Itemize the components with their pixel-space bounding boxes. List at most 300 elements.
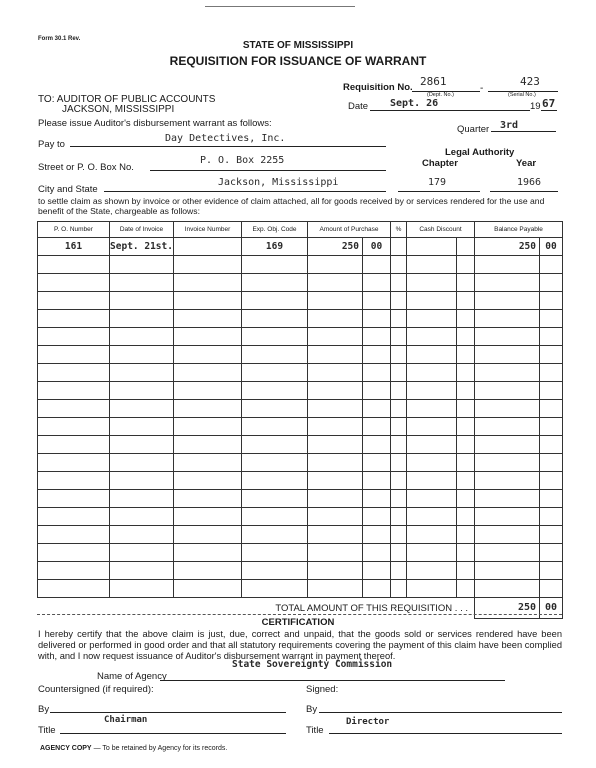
empty-cell — [174, 274, 242, 292]
row-exp-obj-code: 169 — [242, 238, 308, 256]
empty-cell — [38, 526, 110, 544]
empty-table-row — [38, 454, 563, 472]
empty-cell — [110, 508, 174, 526]
addressee-line1: TO: AUDITOR OF PUBLIC ACCOUNTS — [38, 94, 216, 105]
legal-year-label: Year — [516, 158, 537, 169]
table-header-row — [38, 222, 563, 238]
empty-cell — [110, 364, 174, 382]
empty-cell — [540, 562, 563, 580]
empty-cell — [540, 256, 563, 274]
col-balance-payable: Balance Payable — [475, 222, 563, 238]
empty-cell — [110, 526, 174, 544]
empty-cell — [391, 382, 407, 400]
empty-cell — [242, 382, 308, 400]
empty-table-row — [38, 580, 563, 598]
empty-cell — [38, 472, 110, 490]
empty-cell — [540, 292, 563, 310]
empty-cell — [475, 346, 540, 364]
city-line — [104, 191, 386, 192]
empty-cell — [391, 292, 407, 310]
empty-cell — [475, 580, 540, 598]
empty-cell — [110, 292, 174, 310]
empty-cell — [475, 292, 540, 310]
empty-cell — [475, 544, 540, 562]
empty-cell — [242, 508, 308, 526]
empty-cell — [242, 580, 308, 598]
empty-cell — [363, 580, 391, 598]
empty-cell — [110, 328, 174, 346]
empty-cell — [363, 508, 391, 526]
empty-cell — [363, 526, 391, 544]
empty-cell — [38, 364, 110, 382]
empty-cell — [110, 310, 174, 328]
empty-cell — [457, 256, 475, 274]
empty-cell — [407, 328, 457, 346]
row-balance: 250 — [475, 238, 540, 256]
empty-cell — [38, 436, 110, 454]
empty-cell — [242, 472, 308, 490]
agency-name-line — [160, 680, 505, 681]
row-amount: 250 — [308, 238, 363, 256]
empty-cell — [407, 472, 457, 490]
empty-cell — [363, 436, 391, 454]
empty-cell — [308, 580, 363, 598]
empty-cell — [475, 562, 540, 580]
disbursement-table — [37, 221, 563, 619]
empty-cell — [174, 580, 242, 598]
total-value: 250 — [475, 598, 540, 619]
empty-cell — [407, 544, 457, 562]
empty-cell — [391, 400, 407, 418]
agency-copy-note: — To be retained by Agency for its records. — [93, 745, 228, 752]
empty-cell — [308, 256, 363, 274]
requisition-label: Requisition No. — [343, 82, 413, 93]
empty-cell — [308, 508, 363, 526]
empty-cell — [242, 310, 308, 328]
empty-cell — [38, 346, 110, 364]
empty-cell — [110, 418, 174, 436]
empty-cell — [457, 364, 475, 382]
empty-cell — [407, 562, 457, 580]
empty-cell — [407, 508, 457, 526]
empty-cell — [242, 364, 308, 382]
empty-cell — [475, 454, 540, 472]
empty-cell — [391, 436, 407, 454]
empty-cell — [363, 346, 391, 364]
empty-cell — [407, 490, 457, 508]
empty-table-row — [38, 526, 563, 544]
empty-cell — [110, 256, 174, 274]
empty-cell — [407, 274, 457, 292]
row-discount — [407, 238, 457, 256]
empty-cell — [457, 454, 475, 472]
empty-cell — [174, 364, 242, 382]
empty-cell — [242, 418, 308, 436]
empty-table-row — [38, 346, 563, 364]
empty-cell — [38, 508, 110, 526]
empty-cell — [363, 472, 391, 490]
empty-cell — [174, 508, 242, 526]
col-percent: % — [391, 222, 407, 238]
by-right-line — [319, 712, 562, 713]
serial-no-value: 423 — [520, 75, 540, 88]
empty-cell — [407, 346, 457, 364]
certification-text: I hereby certify that the above claim is just, due, correct and unpaid, that the goods sold or services rendered have been delivered or performed in good order and that all statutory requirements covering the payment of this claim have been complied with, and I now request issuance of Auditor's disbursement warrant in payment thereof. — [38, 629, 562, 661]
empty-cell — [475, 400, 540, 418]
empty-cell — [110, 490, 174, 508]
empty-cell — [407, 310, 457, 328]
dept-no-value: 2861 — [420, 75, 447, 88]
empty-cell — [391, 454, 407, 472]
empty-cell — [391, 328, 407, 346]
empty-cell — [475, 490, 540, 508]
empty-cell — [457, 436, 475, 454]
empty-cell — [308, 382, 363, 400]
empty-cell — [308, 418, 363, 436]
empty-cell — [38, 382, 110, 400]
empty-cell — [475, 526, 540, 544]
quarter-value: 3rd — [500, 120, 519, 131]
chapter-line — [398, 191, 480, 192]
row-discount-cents — [457, 238, 475, 256]
countersigned-label: Countersigned (if required): — [38, 684, 154, 695]
row-balance-cents: 00 — [540, 238, 563, 256]
empty-cell — [110, 400, 174, 418]
empty-cell — [363, 490, 391, 508]
empty-cell — [38, 454, 110, 472]
city-value: Jackson, Mississippi — [218, 177, 339, 188]
empty-cell — [308, 400, 363, 418]
empty-table-row — [38, 472, 563, 490]
addressee-line2: JACKSON, MISSISSIPPI — [62, 104, 175, 115]
empty-cell — [407, 580, 457, 598]
empty-cell — [174, 418, 242, 436]
empty-cell — [363, 418, 391, 436]
empty-cell — [110, 274, 174, 292]
street-label: Street or P. O. Box No. — [38, 162, 134, 173]
empty-cell — [174, 256, 242, 274]
empty-table-row — [38, 544, 563, 562]
empty-cell — [363, 310, 391, 328]
empty-cell — [308, 346, 363, 364]
empty-cell — [110, 436, 174, 454]
empty-cell — [308, 562, 363, 580]
empty-cell — [391, 544, 407, 562]
empty-table-row — [38, 328, 563, 346]
top-scan-mark — [205, 6, 355, 7]
title-right-label: Title — [306, 725, 324, 736]
empty-cell — [110, 472, 174, 490]
empty-cell — [540, 436, 563, 454]
empty-cell — [540, 364, 563, 382]
col-cash-discount: Cash Discount — [407, 222, 475, 238]
empty-cell — [363, 292, 391, 310]
empty-cell — [475, 472, 540, 490]
street-line — [150, 170, 386, 171]
empty-cell — [242, 490, 308, 508]
empty-cell — [308, 274, 363, 292]
empty-cell — [457, 472, 475, 490]
title-right-value: Director — [346, 717, 390, 727]
chapter-value: 179 — [428, 177, 447, 188]
empty-cell — [475, 310, 540, 328]
empty-cell — [540, 472, 563, 490]
empty-cell — [308, 328, 363, 346]
settle-claim-text: to settle claim as shown by invoice or other evidence of claim attached, all for goods received by or services rendered for the use and benefit of the State, chargeable as follows: — [38, 196, 545, 216]
empty-cell — [540, 346, 563, 364]
empty-cell — [457, 400, 475, 418]
empty-cell — [457, 346, 475, 364]
empty-cell — [242, 526, 308, 544]
empty-cell — [475, 382, 540, 400]
empty-cell — [457, 274, 475, 292]
empty-cell — [174, 490, 242, 508]
form-number: Form 30.1 Rev. — [38, 36, 81, 42]
row-po-number: 161 — [38, 238, 110, 256]
empty-cell — [391, 364, 407, 382]
empty-cell — [407, 454, 457, 472]
empty-cell — [457, 328, 475, 346]
by-left-line — [50, 712, 286, 713]
empty-cell — [457, 292, 475, 310]
empty-cell — [407, 436, 457, 454]
empty-cell — [308, 436, 363, 454]
city-label: City and State — [38, 184, 98, 195]
empty-cell — [363, 256, 391, 274]
empty-cell — [391, 418, 407, 436]
empty-cell — [308, 292, 363, 310]
empty-cell — [174, 310, 242, 328]
legal-authority-title: Legal Authority — [445, 147, 515, 158]
empty-cell — [308, 472, 363, 490]
empty-cell — [363, 562, 391, 580]
empty-cell — [174, 526, 242, 544]
col-date-of-invoice: Date of Invoice — [110, 222, 174, 238]
legal-year-line — [490, 191, 558, 192]
empty-cell — [540, 382, 563, 400]
empty-cell — [540, 400, 563, 418]
col-invoice-number: Invoice Number — [174, 222, 242, 238]
empty-cell — [38, 544, 110, 562]
empty-cell — [407, 256, 457, 274]
empty-cell — [110, 454, 174, 472]
empty-cell — [475, 274, 540, 292]
empty-table-row — [38, 292, 563, 310]
empty-table-row — [38, 400, 563, 418]
total-label: TOTAL AMOUNT OF THIS REQUISITION . . . — [38, 598, 475, 619]
date-line — [370, 110, 530, 111]
pay-to-line — [70, 146, 386, 147]
empty-cell — [38, 490, 110, 508]
quarter-label: Quarter — [457, 124, 490, 135]
certification-divider — [37, 614, 562, 615]
empty-cell — [363, 364, 391, 382]
empty-cell — [540, 544, 563, 562]
empty-table-row — [38, 274, 563, 292]
empty-cell — [242, 562, 308, 580]
empty-cell — [308, 544, 363, 562]
year-prefix: 19 — [530, 101, 541, 112]
empty-cell — [391, 310, 407, 328]
empty-table-row — [38, 436, 563, 454]
empty-table-row — [38, 382, 563, 400]
title-left-label: Title — [38, 725, 56, 736]
chapter-label: Chapter — [422, 158, 458, 169]
empty-cell — [407, 526, 457, 544]
empty-cell — [457, 562, 475, 580]
empty-cell — [38, 400, 110, 418]
row-invoice-number — [174, 238, 242, 256]
empty-cell — [308, 454, 363, 472]
dept-no-caption: (Dept. No.) — [427, 92, 454, 98]
empty-cell — [174, 292, 242, 310]
title-right-line — [329, 733, 562, 734]
title-left-line — [60, 733, 286, 734]
row-amount-cents: 00 — [363, 238, 391, 256]
empty-cell — [540, 328, 563, 346]
agency-name-label: Name of Agency — [97, 671, 167, 682]
empty-cell — [308, 364, 363, 382]
empty-cell — [38, 256, 110, 274]
empty-cell — [407, 382, 457, 400]
empty-cell — [391, 346, 407, 364]
empty-cell — [174, 472, 242, 490]
by-right-label: By — [306, 704, 318, 715]
empty-cell — [174, 454, 242, 472]
empty-cell — [475, 436, 540, 454]
empty-cell — [308, 526, 363, 544]
empty-cell — [308, 310, 363, 328]
empty-cell — [475, 418, 540, 436]
empty-cell — [457, 490, 475, 508]
empty-cell — [363, 274, 391, 292]
empty-cell — [407, 418, 457, 436]
empty-cell — [110, 544, 174, 562]
empty-cell — [38, 310, 110, 328]
row-date-of-invoice: Sept. 21st. — [110, 238, 174, 256]
year-line — [541, 110, 557, 111]
empty-cell — [38, 562, 110, 580]
empty-cell — [540, 454, 563, 472]
empty-cell — [391, 274, 407, 292]
date-value: Sept. 26 — [390, 98, 439, 109]
empty-cell — [457, 310, 475, 328]
empty-table-row — [38, 490, 563, 508]
empty-cell — [391, 508, 407, 526]
empty-cell — [475, 364, 540, 382]
empty-cell — [363, 382, 391, 400]
certification-title: CERTIFICATION — [261, 617, 335, 628]
empty-cell — [475, 256, 540, 274]
empty-cell — [363, 400, 391, 418]
empty-cell — [540, 490, 563, 508]
empty-cell — [457, 544, 475, 562]
pay-to-label: Pay to — [38, 139, 65, 150]
empty-cell — [242, 274, 308, 292]
empty-table-row — [38, 310, 563, 328]
empty-cell — [540, 526, 563, 544]
state-heading: STATE OF MISSISSIPPI — [242, 40, 354, 51]
empty-cell — [242, 544, 308, 562]
legal-year-value: 1966 — [517, 177, 542, 188]
col-po-number: P. O. Number — [38, 222, 110, 238]
empty-cell — [363, 544, 391, 562]
empty-cell — [391, 526, 407, 544]
empty-cell — [242, 292, 308, 310]
empty-cell — [457, 526, 475, 544]
empty-cell — [242, 256, 308, 274]
empty-cell — [363, 328, 391, 346]
empty-cell — [110, 382, 174, 400]
empty-cell — [38, 292, 110, 310]
empty-cell — [242, 454, 308, 472]
agency-name-value: State Sovereignty Commission — [232, 659, 393, 670]
empty-cell — [457, 418, 475, 436]
form-title: REQUISITION FOR ISSUANCE OF WARRANT — [169, 54, 427, 68]
empty-cell — [457, 508, 475, 526]
empty-cell — [174, 436, 242, 454]
empty-cell — [457, 580, 475, 598]
row-percent — [391, 238, 407, 256]
empty-cell — [174, 346, 242, 364]
empty-cell — [174, 544, 242, 562]
empty-cell — [407, 292, 457, 310]
empty-cell — [174, 400, 242, 418]
empty-cell — [242, 346, 308, 364]
pay-to-value: Day Detectives, Inc. — [165, 133, 286, 144]
empty-cell — [174, 382, 242, 400]
empty-cell — [242, 436, 308, 454]
col-exp-obj-code: Exp. Obj. Code — [242, 222, 308, 238]
empty-table-row — [38, 508, 563, 526]
empty-cell — [363, 454, 391, 472]
table-row — [38, 238, 563, 256]
date-label: Date — [348, 101, 369, 112]
empty-cell — [174, 562, 242, 580]
empty-table-row — [38, 364, 563, 382]
empty-cell — [391, 580, 407, 598]
empty-table-row — [38, 562, 563, 580]
empty-cell — [407, 364, 457, 382]
empty-cell — [391, 472, 407, 490]
empty-table-row — [38, 418, 563, 436]
empty-cell — [475, 508, 540, 526]
empty-cell — [38, 580, 110, 598]
empty-cell — [110, 580, 174, 598]
empty-cell — [38, 274, 110, 292]
empty-cell — [540, 310, 563, 328]
empty-table-row — [38, 256, 563, 274]
agency-copy-label: AGENCY COPY — [40, 745, 92, 752]
total-cents: 00 — [540, 598, 563, 619]
empty-cell — [391, 490, 407, 508]
empty-cell — [475, 328, 540, 346]
year-value: 67 — [542, 97, 556, 110]
instruction-text: Please issue Auditor's disbursement warrant as follows: — [38, 118, 272, 129]
empty-cell — [308, 490, 363, 508]
empty-cell — [38, 418, 110, 436]
empty-cell — [540, 418, 563, 436]
empty-cell — [391, 256, 407, 274]
empty-cell — [110, 562, 174, 580]
empty-cell — [540, 508, 563, 526]
empty-cell — [407, 400, 457, 418]
street-value: P. O. Box 2255 — [200, 155, 285, 166]
by-left-label: By — [38, 704, 50, 715]
serial-no-caption: (Serial No.) — [508, 92, 536, 98]
dash: - — [480, 83, 484, 94]
empty-cell — [174, 328, 242, 346]
